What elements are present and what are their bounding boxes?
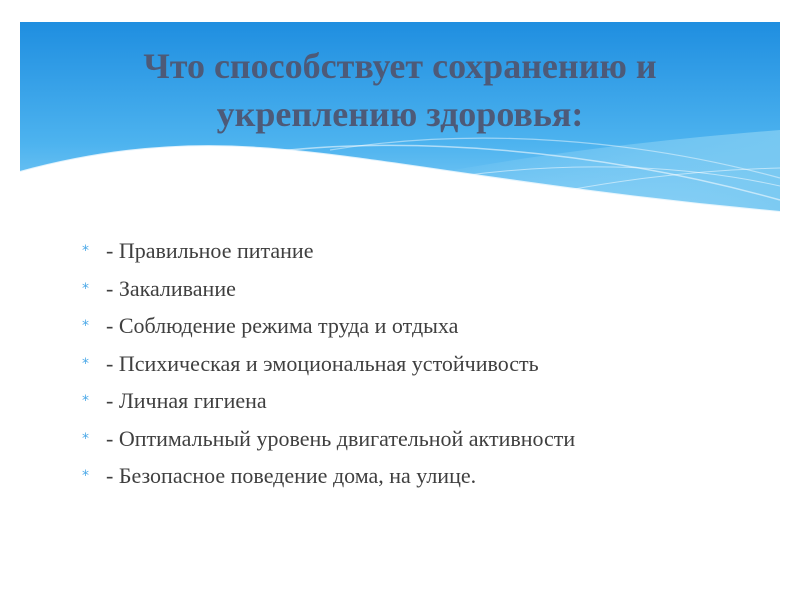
list-item [82,313,782,351]
asterisk-bullet-icon: * [82,430,89,447]
list-item-text: - Правильное питание [106,238,314,263]
asterisk-bullet-icon: * [82,468,89,484]
list-item [82,276,782,314]
list-item-text: - Закаливание [106,275,236,301]
asterisk-bullet-icon: * [82,318,89,334]
asterisk-bullet-icon: * [82,280,89,297]
list-item-text: - Соблюдение режима труда и отдыха [106,313,459,338]
asterisk-bullet-icon: * [82,243,89,259]
list-item [82,426,782,464]
list-item-text: - Оптимальный уровень двигательной активности [106,425,576,451]
bullet-list [82,238,782,501]
list-item-text: - Безопасное поведение дома, на улице. [106,463,477,488]
slide-title: Что способствует сохранению и укреплению здоровья: [143,46,657,134]
list-item [82,463,782,501]
list-item [82,351,782,389]
list-item [82,388,782,426]
list-item-text: - Личная гигиена [106,388,267,413]
list-item-text: - Психическая и эмоциональная устойчивость [106,350,539,376]
asterisk-bullet-icon: * [82,355,89,372]
list-item [82,238,782,276]
asterisk-bullet-icon: * [82,393,89,409]
